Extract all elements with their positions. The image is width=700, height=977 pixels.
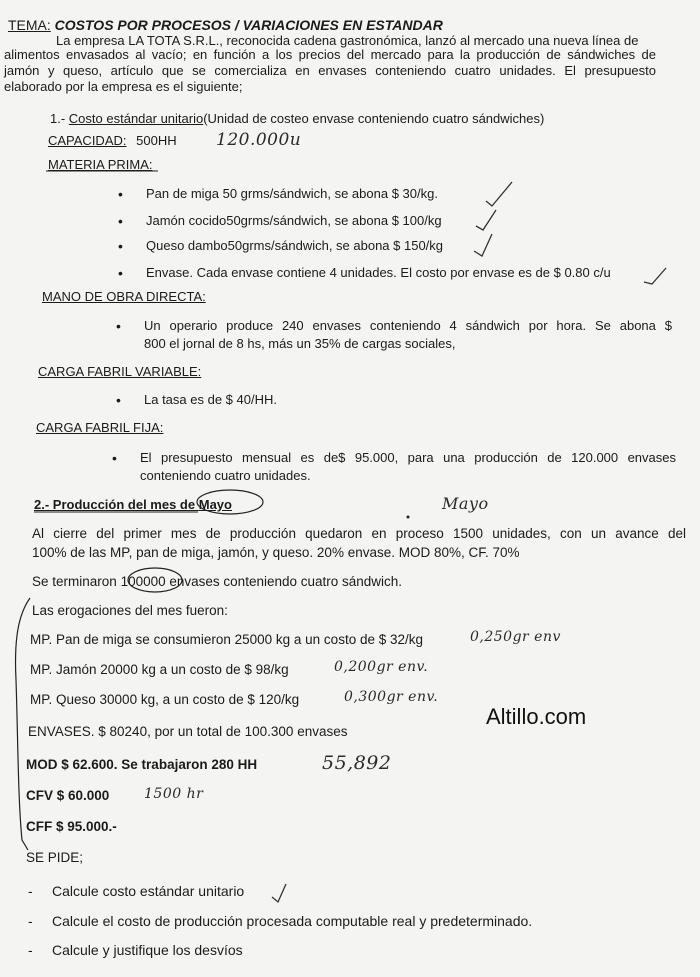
mp-item-queso: • Queso dambo50grms/sándwich, se abona $ 150/kg	[146, 238, 443, 254]
erog-mod: MOD $ 62.600. Se trabajaron 280 HH	[26, 757, 258, 772]
section2-para-line-1: Al cierre del primer mes de producción quedaron en proceso 1500 unidades, con un avance del	[32, 526, 686, 541]
cfv-item: • La tasa es de $ 40/HH.	[144, 392, 277, 408]
section2-para-line-2: 100% de las MP, pan de miga, jamón, y queso. 20% envase. MOD 80%, CF. 70%	[32, 545, 520, 560]
jamon-handwritten-note: 0,200gr env.	[334, 659, 429, 675]
terminaron-pre: Se terminaron	[32, 574, 117, 589]
erog-jamon: MP. Jamón 20000 kg a un costo de $ 98/kg	[30, 662, 289, 677]
tema-label: TEMA:	[8, 17, 51, 33]
check-mark-icon	[486, 182, 512, 206]
capacidad-handwritten-note: 120.000u	[216, 130, 302, 150]
mp-item-envase: • Envase. Cada envase contiene 4 unidades. El costo por envase es de $ 0.80 c/u	[146, 265, 611, 281]
tema-heading	[8, 17, 443, 33]
mano-obra-label: MANO DE OBRA DIRECTA:	[42, 289, 206, 304]
materia-prima-label: MATERIA PRIMA:	[48, 157, 153, 172]
erog-pan: MP. Pan de miga se consumieron 25000 kg a un costo de $ 32/kg	[30, 632, 424, 647]
cff-line-1: • El presupuesto mensual es de$ 95.000, para una producción de 120.000 envases	[140, 450, 676, 466]
erog-cff: CFF $ 95.000.-	[26, 819, 117, 834]
check-mark-icon	[644, 268, 666, 284]
section2-month: Mayo	[198, 497, 232, 512]
se-pide-label: SE PIDE;	[26, 850, 84, 865]
terminaron-post: envases conteniendo cuatro sándwich.	[169, 574, 403, 589]
section2-heading: 2.- Producción del mes de	[34, 497, 196, 512]
cff-label: CARGA FABRIL FIJA:	[36, 420, 164, 435]
check-mark-icon	[474, 234, 492, 256]
altillo-watermark: Altillo.com	[486, 704, 587, 729]
pide-item-1: - Calcule costo estándar unitario	[52, 883, 244, 899]
month-handwritten-note: Mayo	[442, 494, 489, 513]
mod-handwritten-note: 55,892	[322, 752, 392, 774]
cfv-handwritten-note: 1500 hr	[144, 786, 204, 802]
mp-item-jamon: • Jamón cocido50grms/sándwich, se abona $ 100/kg	[146, 213, 442, 229]
terminaron-num: 100000	[120, 574, 166, 589]
tema-title: COSTOS POR PROCESOS / VARIACIONES EN ESTANDAR	[54, 17, 443, 33]
queso-handwritten-note: 0,300gr env.	[344, 689, 439, 705]
capacidad-row	[48, 133, 177, 149]
intro-line-3: jamón y queso, artículo que se comercializa en envases conteniendo cuatro unidades. El presupuesto	[4, 63, 656, 78]
pan-handwritten-note: 0,250gr env	[470, 629, 561, 645]
cff-line-2: conteniendo cuatro unidades.	[140, 468, 311, 483]
intro-line-1: La empresa LA TOTA S.R.L., reconocida cadena gastronómica, lanzó al mercado una nueva línea de	[56, 33, 639, 48]
check-mark-icon	[476, 210, 496, 230]
intro-line-2: alimentos envasados al vacío; en función a los precios del mercado para la producción de sándwiches de	[4, 47, 656, 62]
capacidad-value: 500HH	[136, 133, 177, 148]
pide-item-3: - Calcule y justifique los desvíos	[52, 942, 243, 958]
ink-dot	[407, 516, 410, 519]
mp-item-pan: • Pan de miga 50 grms/sándwich, se abona $ 30/kg.	[146, 186, 438, 202]
erogaciones-title: Las erogaciones del mes fueron:	[32, 603, 228, 618]
section1-num: 1.-	[50, 111, 66, 126]
erog-envases: ENVASES. $ 80240, por un total de 100.300 envases	[28, 724, 348, 739]
section1-heading-rest: (Unidad de costeo envase conteniendo cuatro sándwiches)	[203, 111, 545, 126]
intro-line-4: elaborado por la empresa es el siguiente;	[4, 79, 243, 94]
capacidad-label: CAPACIDAD:	[48, 133, 127, 148]
check-mark-icon	[272, 884, 286, 902]
erog-queso: MP. Queso 30000 kg, a un costo de $ 120/kg	[30, 692, 300, 707]
terminaron-line	[32, 574, 402, 590]
pide-item-2: - Calcule el costo de producción procesada computable real y predeterminado.	[52, 913, 532, 929]
mod-line-2: 800 el jornal de 8 hs, más un 35% de cargas sociales,	[144, 336, 456, 351]
section1-title	[50, 111, 544, 127]
section2-title	[34, 497, 232, 513]
cfv-label: CARGA FABRIL VARIABLE:	[38, 364, 202, 379]
mod-line-1: • Un operario produce 240 envases conteniendo 4 sándwich por hora. Se abona $	[144, 318, 672, 334]
erog-cfv: CFV $ 60.000	[26, 788, 110, 803]
section1-heading: Costo estándar unitario	[68, 111, 204, 126]
